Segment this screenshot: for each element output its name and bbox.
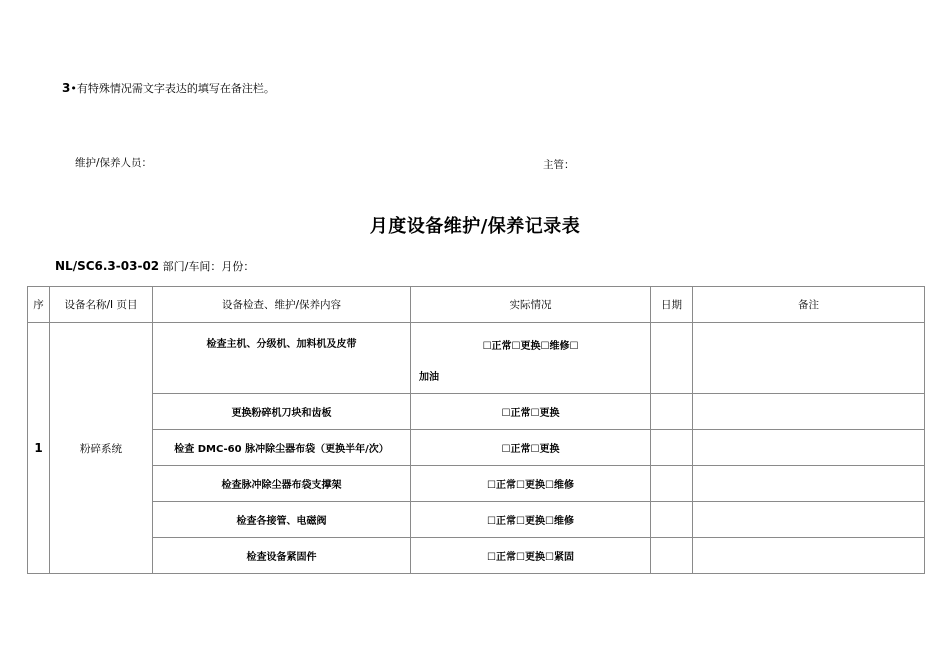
- equipment-cell: 粉碎系统: [50, 323, 153, 574]
- header-seq: 序: [28, 287, 50, 323]
- document-code: NL/SC6.3-03-02: [55, 259, 160, 273]
- date-cell[interactable]: [651, 538, 693, 574]
- status-checkboxes[interactable]: ☐正常☐更换☐维修: [411, 502, 651, 538]
- item-cell: 检查脉冲除尘器布袋支撑架: [153, 466, 411, 502]
- document-info-line: [55, 258, 254, 274]
- table-row: [28, 394, 925, 430]
- date-cell[interactable]: [651, 502, 693, 538]
- item-cell: 检查主机、分级机、加料机及皮带: [153, 323, 411, 394]
- page-title: 月度设备维护/保养记录表: [369, 216, 581, 237]
- department-month-label: 部门/车间：月份：: [159, 260, 255, 273]
- header-content: 设备检查、维护/保养内容: [153, 287, 411, 323]
- item-cell: 检查 DMC-60 脉冲除尘器布袋（更换半年/次）: [153, 430, 411, 466]
- table-row: [28, 430, 925, 466]
- table-row: [28, 466, 925, 502]
- status-checkboxes[interactable]: ☐正常☐更换☐维修☐: [482, 341, 579, 352]
- table-header-row: [28, 287, 925, 323]
- table-row: [28, 538, 925, 574]
- remarks-cell[interactable]: [693, 466, 925, 502]
- header-remarks: 备注: [693, 287, 925, 323]
- status-checkboxes[interactable]: ☐正常☐更换☐维修: [411, 466, 651, 502]
- date-cell[interactable]: [651, 430, 693, 466]
- item-cell: 更换粉碎机刀块和齿板: [153, 394, 411, 430]
- remarks-cell[interactable]: [693, 394, 925, 430]
- status-extra: 加油: [419, 372, 439, 383]
- header-actual: 实际情况: [411, 287, 651, 323]
- status-checkboxes[interactable]: ☐正常☐更换: [411, 430, 651, 466]
- date-cell[interactable]: [651, 394, 693, 430]
- remarks-cell[interactable]: [693, 502, 925, 538]
- instruction-note: [62, 80, 275, 96]
- table-row: [28, 502, 925, 538]
- header-date: 日期: [651, 287, 693, 323]
- table-row: [28, 323, 925, 394]
- note-number: 3: [62, 81, 71, 95]
- signature-line: [75, 155, 595, 169]
- status-checkboxes[interactable]: ☐正常☐更换: [411, 394, 651, 430]
- remarks-cell[interactable]: [693, 538, 925, 574]
- maintenance-record-table: [27, 286, 925, 574]
- item-cell: 检查设备紧固件: [153, 538, 411, 574]
- item-cell: 检查各接管、电磁阀: [153, 502, 411, 538]
- seq-cell: 1: [28, 323, 50, 574]
- remarks-cell[interactable]: [693, 430, 925, 466]
- note-text: •有特殊情况需文字表达的填写在备注栏。: [70, 82, 275, 95]
- date-cell[interactable]: [651, 323, 693, 394]
- header-equipment: 设备名称/I 页目: [50, 287, 153, 323]
- supervisor-label: 主管：: [543, 159, 575, 169]
- status-checkboxes[interactable]: ☐正常☐更换☐紧固: [411, 538, 651, 574]
- maintainer-label: 维护/保养人员：: [75, 157, 153, 169]
- remarks-cell[interactable]: [693, 323, 925, 394]
- actual-cell: [411, 323, 651, 394]
- date-cell[interactable]: [651, 466, 693, 502]
